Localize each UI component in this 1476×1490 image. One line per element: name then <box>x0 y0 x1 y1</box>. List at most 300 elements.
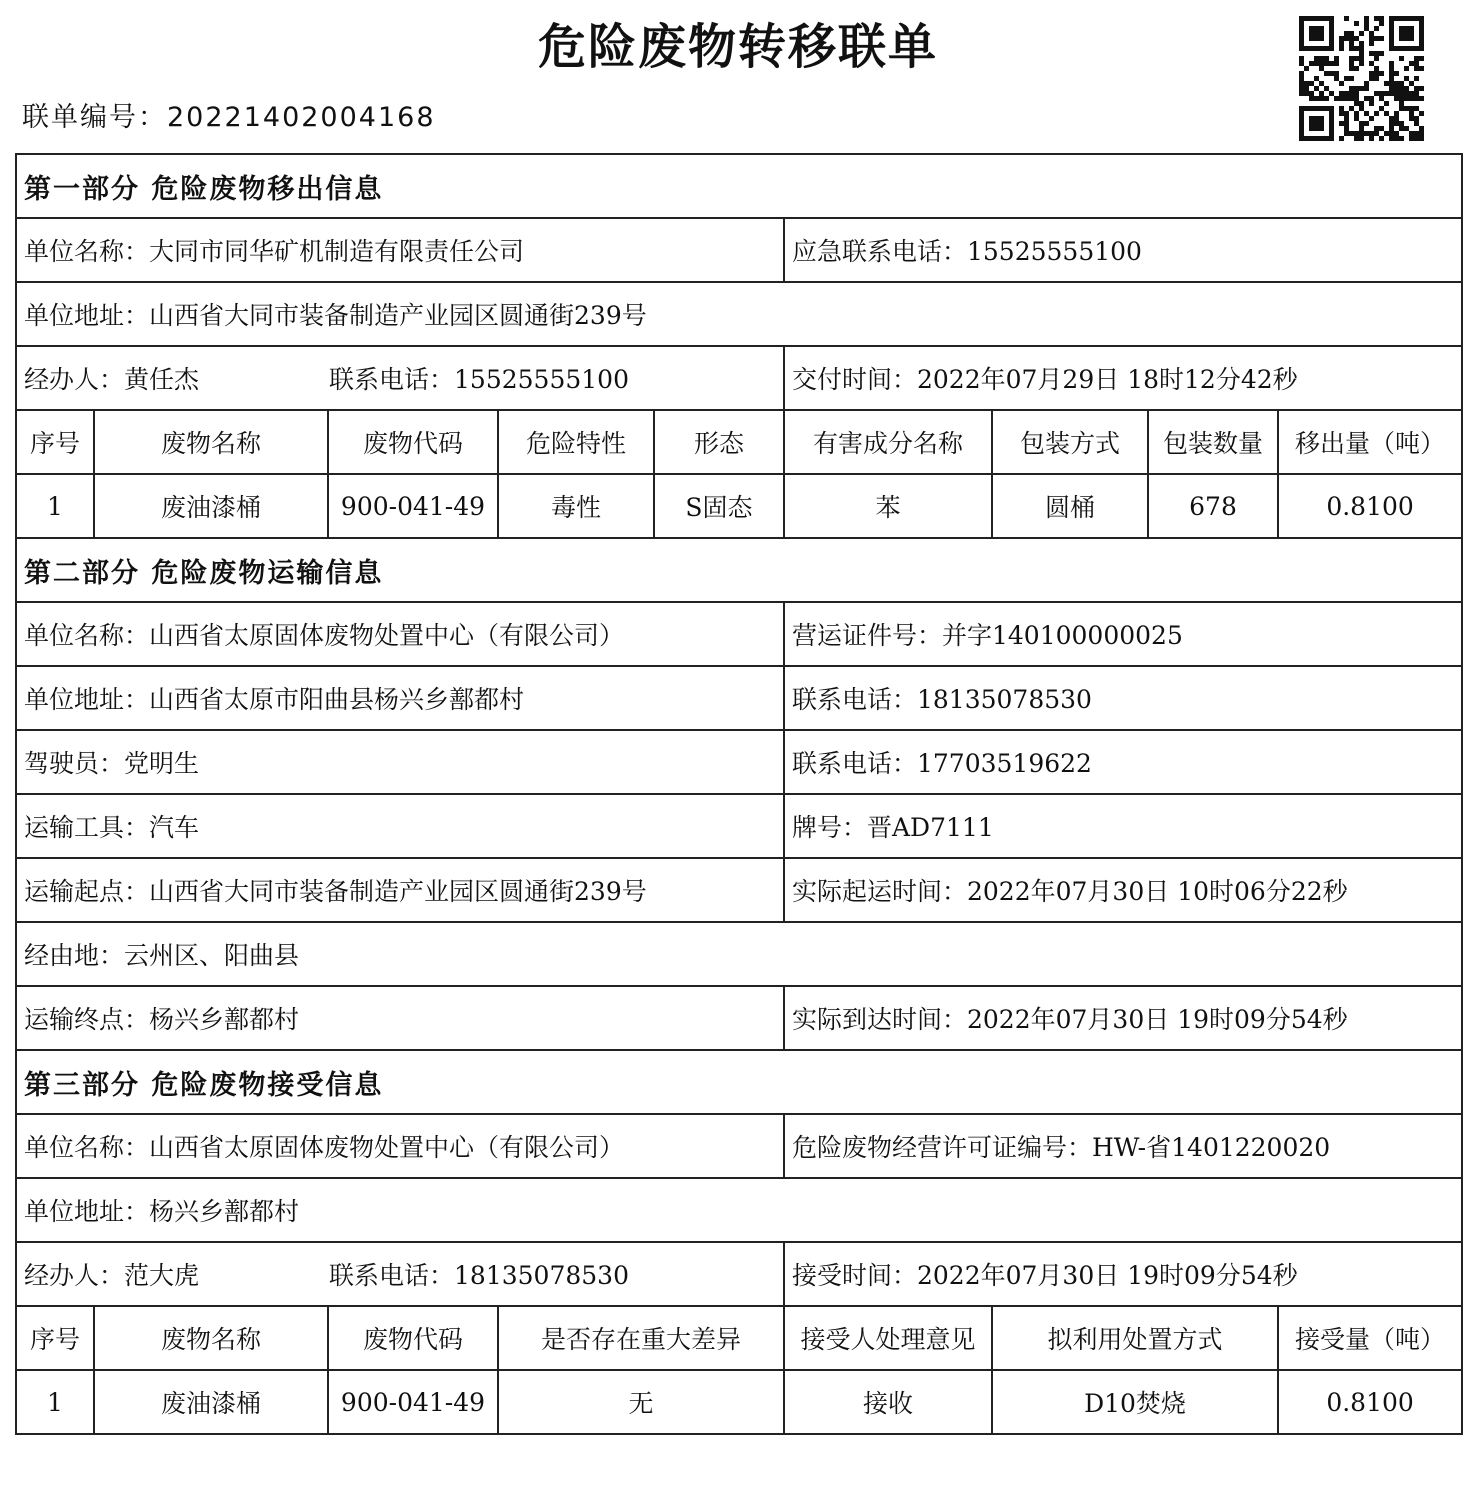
qr-module <box>1369 76 1374 81</box>
qr-module <box>1369 51 1374 56</box>
qr-module <box>1354 46 1359 51</box>
part2-driver-phone: 联系电话：17703519622 <box>784 730 1462 794</box>
qr-module <box>1414 46 1419 51</box>
part2-arrival-time: 实际到达时间：2022年07月30日 19时09分54秒 <box>784 986 1462 1050</box>
part2-heading: 第二部分 危险废物运输信息 <box>16 538 1462 602</box>
column-header: 废物名称 <box>94 1306 328 1370</box>
qr-module <box>1299 111 1304 116</box>
qr-module <box>1319 116 1324 121</box>
qr-module <box>1419 126 1424 131</box>
qr-module <box>1299 76 1304 81</box>
qr-module <box>1354 111 1359 116</box>
qr-module <box>1389 126 1394 131</box>
qr-module <box>1299 126 1304 131</box>
qr-module <box>1359 106 1364 111</box>
qr-module <box>1304 81 1309 86</box>
qr-module <box>1314 76 1319 81</box>
part2-driver: 驾驶员：党明生 <box>16 730 784 794</box>
qr-module <box>1309 136 1314 141</box>
qr-module <box>1404 96 1409 101</box>
qr-module <box>1299 131 1304 136</box>
qr-module <box>1339 96 1344 101</box>
qr-module <box>1364 131 1369 136</box>
qr-module <box>1364 26 1369 31</box>
qr-module <box>1309 31 1314 36</box>
qr-module <box>1314 31 1319 36</box>
qr-module <box>1419 21 1424 26</box>
qr-module <box>1369 101 1374 106</box>
qr-module <box>1369 61 1374 66</box>
table-cell: 900-041-49 <box>328 474 498 538</box>
qr-module <box>1404 16 1409 21</box>
table-cell: S固态 <box>654 474 784 538</box>
qr-module <box>1309 121 1314 126</box>
table-cell: 接收 <box>784 1370 992 1434</box>
qr-module <box>1329 111 1334 116</box>
qr-module <box>1299 91 1304 96</box>
qr-module <box>1389 116 1394 121</box>
qr-module <box>1314 26 1319 31</box>
qr-module <box>1384 111 1389 116</box>
qr-module <box>1399 31 1404 36</box>
qr-module <box>1409 131 1414 136</box>
qr-module <box>1379 136 1384 141</box>
qr-module <box>1309 126 1314 131</box>
qr-module <box>1349 61 1354 66</box>
qr-module <box>1404 31 1409 36</box>
qr-module <box>1369 131 1374 136</box>
qr-module <box>1359 56 1364 61</box>
column-header: 序号 <box>16 1306 94 1370</box>
qr-module <box>1314 56 1319 61</box>
qr-module <box>1329 36 1334 41</box>
qr-module <box>1414 121 1419 126</box>
qr-module <box>1319 16 1324 21</box>
qr-module <box>1304 91 1309 96</box>
qr-module <box>1314 86 1319 91</box>
qr-module <box>1319 36 1324 41</box>
part3-handler-cell <box>16 1242 784 1306</box>
qr-module <box>1404 126 1409 131</box>
qr-module <box>1389 21 1394 26</box>
qr-module <box>1354 101 1359 106</box>
qr-module <box>1324 86 1329 91</box>
part3-permit: 危险废物经营许可证编号：HW-省1401220020 <box>784 1114 1462 1178</box>
qr-module <box>1324 71 1329 76</box>
qr-module <box>1309 36 1314 41</box>
qr-module <box>1414 76 1419 81</box>
qr-module <box>1344 76 1349 81</box>
column-header: 拟利用处置方式 <box>992 1306 1278 1370</box>
qr-module <box>1329 61 1334 66</box>
part2-license: 营运证件号：并字140100000025 <box>784 602 1462 666</box>
qr-module <box>1414 86 1419 91</box>
qr-module <box>1419 136 1424 141</box>
qr-module <box>1314 96 1319 101</box>
qr-module <box>1394 86 1399 91</box>
qr-module <box>1414 61 1419 66</box>
qr-module <box>1374 126 1379 131</box>
qr-module <box>1394 136 1399 141</box>
qr-module <box>1339 81 1344 86</box>
qr-module <box>1394 81 1399 86</box>
part2-unit-name: 单位名称：山西省太原固体废物处置中心（有限公司） <box>16 602 784 666</box>
qr-module <box>1319 26 1324 31</box>
qr-module <box>1389 76 1394 81</box>
part2-unit-address: 单位地址：山西省太原市阳曲县杨兴乡鄯都村 <box>16 666 784 730</box>
qr-module <box>1299 121 1304 126</box>
qr-module <box>1314 36 1319 41</box>
qr-module <box>1299 41 1304 46</box>
qr-module <box>1359 61 1364 66</box>
table-cell: 废油漆桶 <box>94 1370 328 1434</box>
qr-module <box>1314 116 1319 121</box>
part3-unit-address: 单位地址：杨兴乡鄯都村 <box>16 1178 1462 1242</box>
qr-module <box>1414 96 1419 101</box>
qr-module <box>1419 26 1424 31</box>
qr-module <box>1299 46 1304 51</box>
qr-module <box>1329 26 1334 31</box>
qr-module <box>1309 91 1314 96</box>
qr-module <box>1369 96 1374 101</box>
qr-module <box>1339 91 1344 96</box>
qr-module <box>1329 46 1334 51</box>
qr-module <box>1349 31 1354 36</box>
column-header: 接受人处理意见 <box>784 1306 992 1370</box>
qr-module <box>1329 136 1334 141</box>
qr-module <box>1304 16 1309 21</box>
qr-module <box>1319 91 1324 96</box>
qr-module <box>1319 46 1324 51</box>
qr-module <box>1414 56 1419 61</box>
qr-module <box>1299 81 1304 86</box>
qr-module <box>1384 81 1389 86</box>
qr-module <box>1374 111 1379 116</box>
qr-module <box>1359 136 1364 141</box>
qr-module <box>1404 106 1409 111</box>
qr-module <box>1344 111 1349 116</box>
qr-module <box>1314 126 1319 131</box>
qr-module <box>1379 51 1384 56</box>
qr-module <box>1299 26 1304 31</box>
qr-module <box>1304 66 1309 71</box>
qr-module <box>1299 86 1304 91</box>
qr-module <box>1314 136 1319 141</box>
manifest-number-value: 20221402004168 <box>167 102 436 133</box>
part3-heading: 第三部分 危险废物接受信息 <box>16 1050 1462 1114</box>
qr-module <box>1324 136 1329 141</box>
qr-module <box>1419 86 1424 91</box>
qr-module <box>1314 61 1319 66</box>
qr-module <box>1304 106 1309 111</box>
qr-module <box>1389 36 1394 41</box>
column-header: 接受量（吨） <box>1278 1306 1462 1370</box>
qr-module <box>1314 16 1319 21</box>
qr-module <box>1324 61 1329 66</box>
qr-module <box>1329 106 1334 111</box>
qr-module <box>1359 126 1364 131</box>
qr-module <box>1399 106 1404 111</box>
qr-module <box>1419 46 1424 51</box>
qr-module <box>1319 61 1324 66</box>
qr-module <box>1354 86 1359 91</box>
qr-module <box>1299 31 1304 36</box>
table-cell: 无 <box>498 1370 784 1434</box>
qr-module <box>1369 71 1374 76</box>
qr-module <box>1414 66 1419 71</box>
table-cell: 废油漆桶 <box>94 474 328 538</box>
table-cell: D10焚烧 <box>992 1370 1278 1434</box>
part2-origin: 运输起点：山西省大同市装备制造产业园区圆通街239号 <box>16 858 784 922</box>
qr-module <box>1394 46 1399 51</box>
qr-module <box>1344 36 1349 41</box>
qr-module <box>1369 31 1374 36</box>
qr-module <box>1349 46 1354 51</box>
qr-module <box>1339 41 1344 46</box>
qr-module <box>1419 131 1424 136</box>
qr-module <box>1329 116 1334 121</box>
qr-module <box>1354 131 1359 136</box>
qr-module <box>1354 21 1359 26</box>
qr-module <box>1409 111 1414 116</box>
qr-module <box>1379 126 1384 131</box>
qr-module <box>1299 136 1304 141</box>
qr-module <box>1394 111 1399 116</box>
qr-module <box>1374 56 1379 61</box>
qr-module <box>1404 36 1409 41</box>
qr-module <box>1349 76 1354 81</box>
qr-module <box>1329 126 1334 131</box>
qr-module <box>1319 31 1324 36</box>
part3-phone: 联系电话：18135078530 <box>329 1261 629 1290</box>
qr-module <box>1329 41 1334 46</box>
manifest-number-label: 联单编号： <box>22 102 167 133</box>
qr-module <box>1364 21 1369 26</box>
qr-module <box>1339 106 1344 111</box>
table-cell: 0.8100 <box>1278 474 1462 538</box>
qr-module <box>1409 91 1414 96</box>
qr-module <box>1329 16 1334 21</box>
qr-module <box>1304 136 1309 141</box>
qr-module <box>1319 136 1324 141</box>
column-header: 废物代码 <box>328 410 498 474</box>
qr-module <box>1324 56 1329 61</box>
qr-module <box>1404 66 1409 71</box>
qr-module <box>1399 16 1404 21</box>
qr-module <box>1309 61 1314 66</box>
part2-vehicle: 运输工具：汽车 <box>16 794 784 858</box>
qr-module <box>1329 31 1334 36</box>
qr-module <box>1419 31 1424 36</box>
qr-module <box>1364 86 1369 91</box>
part1-table-header <box>16 410 1462 474</box>
qr-module <box>1314 121 1319 126</box>
qr-module <box>1319 106 1324 111</box>
column-header: 包装数量 <box>1148 410 1278 474</box>
qr-module <box>1414 131 1419 136</box>
qr-module <box>1374 51 1379 56</box>
qr-module <box>1419 96 1424 101</box>
table-row <box>16 474 1462 538</box>
qr-module <box>1419 36 1424 41</box>
qr-module <box>1309 116 1314 121</box>
qr-module <box>1354 36 1359 41</box>
table-cell: 1 <box>16 474 94 538</box>
qr-module <box>1354 136 1359 141</box>
qr-module <box>1399 36 1404 41</box>
qr-module <box>1389 26 1394 31</box>
qr-module <box>1389 46 1394 51</box>
qr-module <box>1369 136 1374 141</box>
qr-module <box>1409 136 1414 141</box>
qr-module <box>1389 41 1394 46</box>
qr-module <box>1409 46 1414 51</box>
qr-module <box>1324 96 1329 101</box>
qr-module <box>1339 46 1344 51</box>
qr-module <box>1339 36 1344 41</box>
qr-module <box>1409 16 1414 21</box>
qr-module <box>1384 101 1389 106</box>
part1-handler-cell <box>16 346 784 410</box>
part2-destination: 运输终点：杨兴乡鄯都村 <box>16 986 784 1050</box>
qr-module <box>1359 101 1364 106</box>
qr-module <box>1389 86 1394 91</box>
column-header: 废物名称 <box>94 410 328 474</box>
qr-module <box>1324 16 1329 21</box>
qr-module <box>1329 21 1334 26</box>
qr-module <box>1349 131 1354 136</box>
document-title: 危险废物转移联单 <box>537 19 938 75</box>
qr-module <box>1389 66 1394 71</box>
qr-module <box>1344 121 1349 126</box>
qr-module <box>1299 36 1304 41</box>
qr-module <box>1399 91 1404 96</box>
qr-module <box>1389 91 1394 96</box>
qr-module <box>1349 41 1354 46</box>
column-header: 包装方式 <box>992 410 1148 474</box>
qr-module <box>1359 31 1364 36</box>
qr-module <box>1399 126 1404 131</box>
column-header: 移出量（吨） <box>1278 410 1462 474</box>
qr-module <box>1394 71 1399 76</box>
qr-module <box>1329 71 1334 76</box>
qr-module <box>1299 16 1304 21</box>
qr-module <box>1349 106 1354 111</box>
qr-module <box>1384 91 1389 96</box>
qr-module <box>1339 121 1344 126</box>
part3-handler: 经办人：范大虎 <box>24 1261 200 1290</box>
qr-module <box>1334 56 1339 61</box>
qr-module <box>1299 106 1304 111</box>
qr-module <box>1374 76 1379 81</box>
qr-module <box>1379 16 1384 21</box>
qr-module <box>1389 136 1394 141</box>
qr-module <box>1369 116 1374 121</box>
qr-module <box>1404 76 1409 81</box>
qr-module <box>1379 91 1384 96</box>
qr-module <box>1299 61 1304 66</box>
qr-module <box>1369 36 1374 41</box>
qr-module <box>1364 16 1369 21</box>
qr-module <box>1349 86 1354 91</box>
qr-module <box>1324 46 1329 51</box>
qr-module <box>1344 116 1349 121</box>
qr-module <box>1299 116 1304 121</box>
qr-module <box>1399 56 1404 61</box>
qr-module <box>1364 96 1369 101</box>
qr-module <box>1389 71 1394 76</box>
qr-module <box>1349 91 1354 96</box>
qr-module <box>1319 66 1324 71</box>
qr-module <box>1299 56 1304 61</box>
qr-module <box>1389 61 1394 66</box>
qr-module <box>1389 31 1394 36</box>
qr-module <box>1374 66 1379 71</box>
qr-module <box>1404 26 1409 31</box>
part1-delivery-time: 交付时间：2022年07月29日 18时12分42秒 <box>784 346 1462 410</box>
qr-module <box>1399 26 1404 31</box>
qr-module <box>1389 131 1394 136</box>
part2-via: 经由地：云州区、阳曲县 <box>16 922 1462 986</box>
qr-module <box>1374 36 1379 41</box>
manifest-form <box>15 153 1463 1435</box>
qr-module <box>1374 26 1379 31</box>
qr-module <box>1394 96 1399 101</box>
qr-module <box>1319 126 1324 131</box>
part1-heading: 第一部分 危险废物移出信息 <box>16 154 1462 218</box>
qr-module <box>1384 131 1389 136</box>
column-header: 形态 <box>654 410 784 474</box>
qr-module <box>1334 76 1339 81</box>
part3-table-header <box>16 1306 1462 1370</box>
qr-module <box>1364 81 1369 86</box>
qr-module <box>1359 131 1364 136</box>
qr-module <box>1334 61 1339 66</box>
qr-module <box>1379 106 1384 111</box>
qr-module <box>1409 31 1414 36</box>
qr-module <box>1359 121 1364 126</box>
qr-module <box>1409 106 1414 111</box>
qr-module <box>1319 56 1324 61</box>
table-cell: 苯 <box>784 474 992 538</box>
qr-module <box>1319 121 1324 126</box>
table-row <box>16 1370 1462 1434</box>
qr-module <box>1419 16 1424 21</box>
qr-module <box>1394 116 1399 121</box>
qr-module <box>1409 26 1414 31</box>
qr-module <box>1299 21 1304 26</box>
table-cell: 圆桶 <box>992 474 1148 538</box>
part1-unit-address: 单位地址：山西省大同市装备制造产业园区圆通街239号 <box>16 282 1462 346</box>
part1-phone: 联系电话：15525555100 <box>329 365 629 394</box>
qr-module <box>1379 21 1384 26</box>
qr-module <box>1409 61 1414 66</box>
column-header: 是否存在重大差异 <box>498 1306 784 1370</box>
qr-module <box>1394 131 1399 136</box>
qr-module <box>1314 106 1319 111</box>
qr-module <box>1409 81 1414 86</box>
qr-module <box>1379 36 1384 41</box>
qr-module <box>1414 136 1419 141</box>
qr-module <box>1404 46 1409 51</box>
qr-module <box>1364 111 1369 116</box>
qr-module <box>1329 131 1334 136</box>
qr-module <box>1374 91 1379 96</box>
qr-module <box>1344 131 1349 136</box>
column-header: 危险特性 <box>498 410 654 474</box>
qr-module <box>1359 86 1364 91</box>
qr-module <box>1419 111 1424 116</box>
